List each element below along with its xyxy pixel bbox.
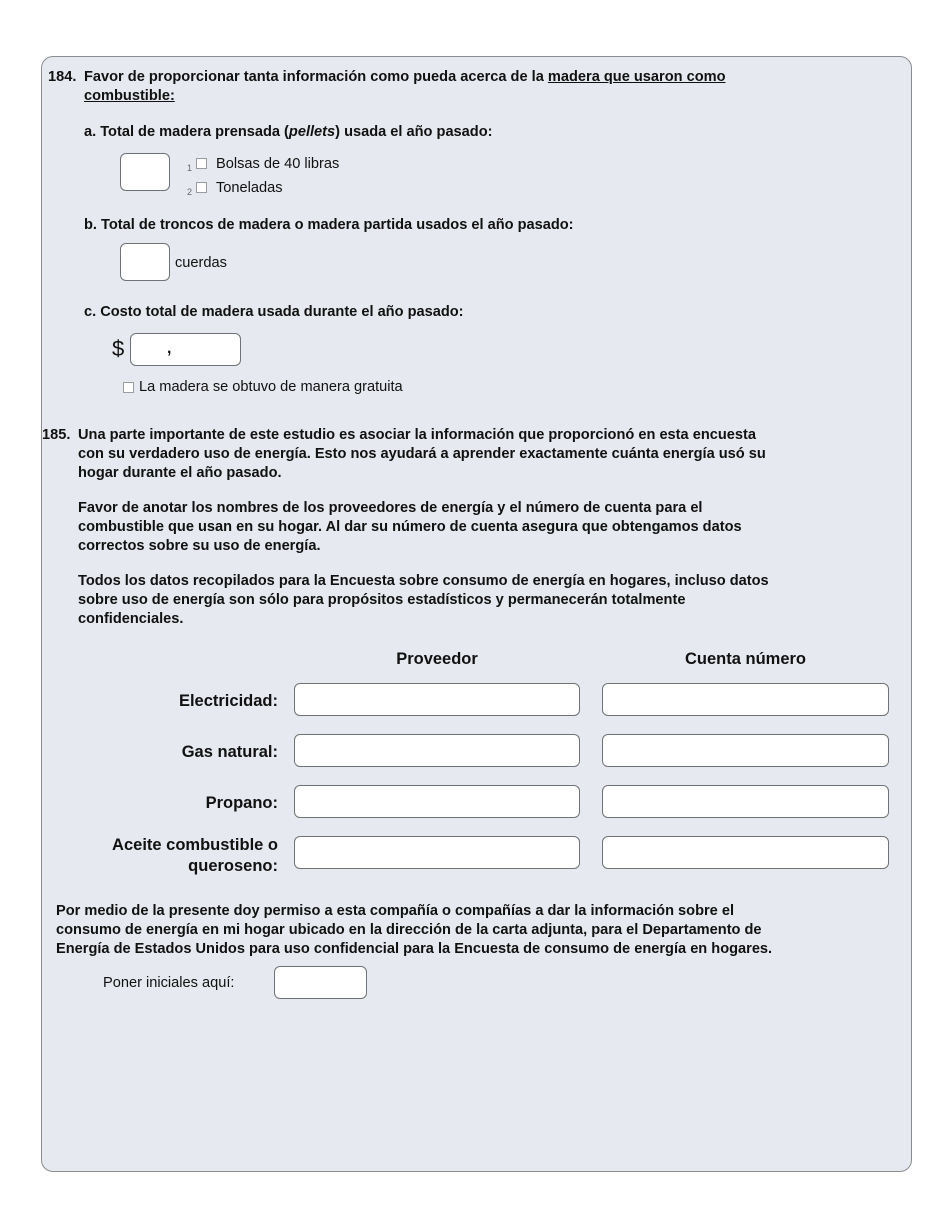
free-wood-checkbox[interactable] [123,382,134,393]
natural-gas-provider-input[interactable] [294,734,580,767]
cords-input[interactable] [120,243,170,281]
electricity-label: Electricidad: [178,692,278,710]
q184-number: 184. [48,69,77,85]
fuel-oil-label-line1: Aceite combustible o [112,836,278,854]
q185-number: 185. [42,427,71,443]
consent-line1: Por medio de la presente doy permiso a esta compañía o compañías a dar la información sobre el [56,903,735,919]
natural-gas-account-input[interactable] [602,734,889,767]
q185-para2-line1: Favor de anotar los nombres de los proveedores de energía y el número de cuenta para el [78,500,703,516]
natural-gas-label: Gas natural: [181,743,278,761]
wood-cost-input[interactable] [130,333,241,366]
tons-checkbox[interactable] [196,182,207,193]
q185-para1-line2: con su verdadero uso de energía. Esto nos ayudará a aprender exactamente cuánta energía usó su [78,446,766,462]
option-code-2: 2 [187,187,193,197]
electricity-account-input[interactable] [602,683,889,716]
tons-label: Toneladas [216,180,283,196]
q184a-label-end: ) usada el año pasado: [335,124,493,140]
q185-para3-line2: sobre uso de energía son sólo para propósitos estadísticos y permanecerán totalmente [78,592,686,608]
dollar-sign: $ [112,336,125,361]
q184-prompt [84,68,726,87]
propane-label: Propano: [205,794,278,812]
q184c-label: c. Costo total de madera usada durante el año pasado: [84,304,464,320]
provider-column-header: Proveedor [396,650,478,668]
q184-prompt-underlined-1: madera que usaron como [547,69,726,85]
q184b-label: b. Total de troncos de madera o madera partida usados el año pasado: [84,217,574,233]
fuel-oil-provider-input[interactable] [294,836,580,869]
bags-label: Bolsas de 40 libras [216,156,340,172]
propane-provider-input[interactable] [294,785,580,818]
initials-input[interactable] [274,966,367,999]
account-column-header: Cuenta número [684,650,806,668]
pellets-amount-input[interactable] [120,153,170,191]
bags-checkbox[interactable] [196,158,207,169]
q185-para2-line3: correctos sobre su uso de energía. [78,538,321,554]
q185-para3-line3: confidenciales. [78,611,184,627]
free-wood-label: La madera se obtuvo de manera gratuita [139,379,403,395]
initials-label: Poner iniciales aquí: [103,975,235,991]
q185-para2-line2: combustible que usan en su hogar. Al dar su número de cuenta asegura que obtengamos datos [78,519,742,535]
consent-line3: Energía de Estados Unidos para uso confidencial para la Encuesta de consumo de energía en hogares. [56,941,773,957]
q184a-label [84,123,492,142]
propane-account-input[interactable] [602,785,889,818]
q185-para1-line3: hogar durante el año pasado. [78,465,282,481]
q185-para1-line1: Una parte importante de este estudio es asociar la información que proporcionó en esta encuesta [78,427,756,443]
q184a-label-italic: pellets [288,124,336,140]
q184a-label-start: a. Total de madera prensada ( [84,124,289,140]
q184-prompt-underlined-2: combustible: [84,88,175,104]
fuel-oil-account-input[interactable] [602,836,889,869]
q185-para3-line1: Todos los datos recopilados para la Encuesta sobre consumo de energía en hogares, incluso datos [78,573,769,589]
consent-line2: consumo de energía en mi hogar ubicado en la dirección de la carta adjunta, para el Departamento de [56,922,762,938]
option-code-1: 1 [187,163,193,173]
thousands-separator: , [167,340,172,357]
q184-prompt-text: Favor de proporcionar tanta información como pueda acerca de la [84,69,544,85]
fuel-oil-label-line2: queroseno: [188,857,278,875]
electricity-provider-input[interactable] [294,683,580,716]
cords-unit: cuerdas [175,255,227,271]
